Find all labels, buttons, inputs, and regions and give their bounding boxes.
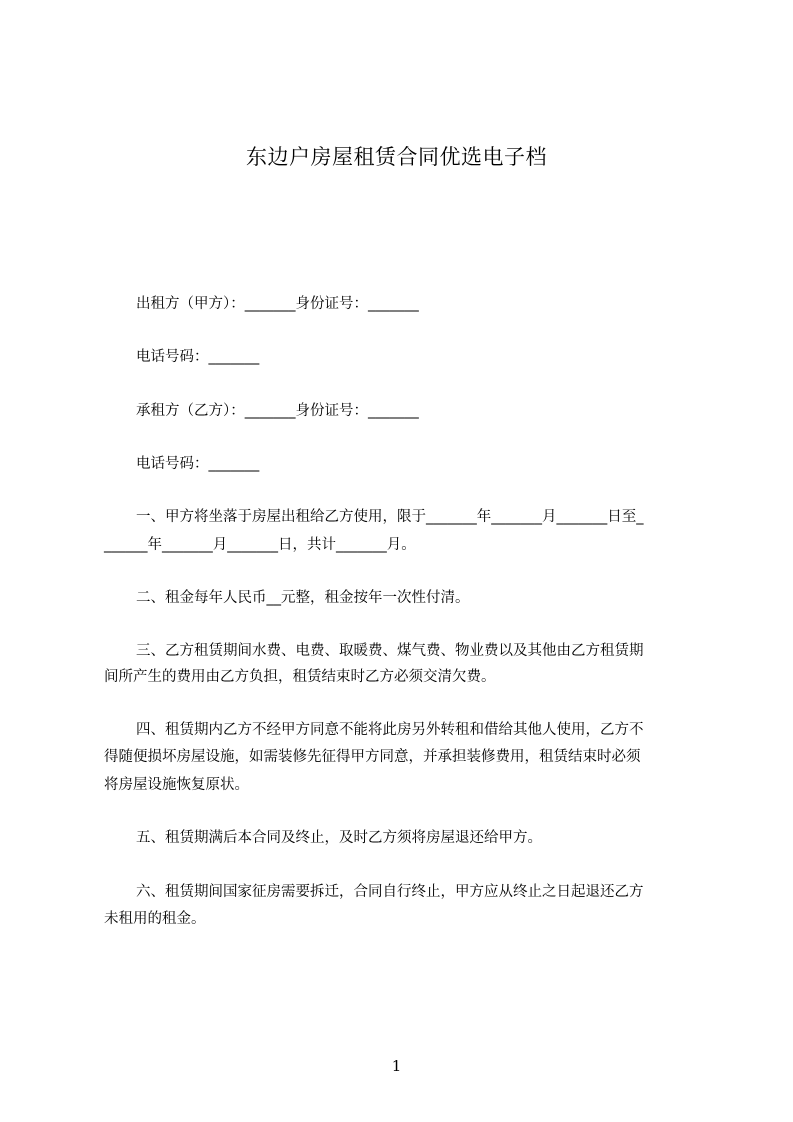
- clause-4-line-1: 四、租赁期内乙方不经甲方同意不能将此房另外转租和借给其他人使用，乙方不: [136, 722, 644, 738]
- clause-6-line-1: 六、租赁期间国家征房需要拆迁，合同自行终止，甲方应从终止之日起退还乙方: [136, 884, 644, 900]
- clause-3-line-1: 三、乙方租赁期间水费、电费、取暖费、煤气费、物业费以及其他由乙方租赁期: [136, 643, 644, 659]
- lessee-line: 承租方（乙方）：_______身份证号：_______: [136, 403, 419, 419]
- page-number: 1: [391, 1057, 402, 1075]
- clause-3-line-2: 间所产生的费用由乙方负担，租赁结束时乙方必须交清欠费。: [104, 669, 496, 685]
- lessor-line: 出租方（甲方）：_______身份证号：_______: [136, 296, 419, 312]
- clause-1-line-2: ______年_______月_______日，共计_______月。: [104, 537, 416, 553]
- clause-4-line-2: 得随便损坏房屋设施，如需装修先征得甲方同意，并承担装修费用，租赁结束时必须: [104, 749, 641, 765]
- clause-6-line-2: 未租用的租金。: [104, 911, 206, 927]
- document-title: 东边户房屋租赁合同优选电子档: [246, 145, 547, 169]
- lessor-phone-line: 电话号码：_______: [136, 349, 260, 365]
- clause-1-line-1: 一、甲方将坐落于房屋出租给乙方使用，限于_______年_______月_______日至_: [136, 509, 644, 525]
- clause-4-line-3: 将房屋设施恢复原状。: [104, 777, 249, 793]
- lessee-phone-line: 电话号码：_______: [136, 456, 260, 472]
- clause-5-line-1: 五、租赁期满后本合同及终止，及时乙方须将房屋退还给甲方。: [136, 830, 542, 846]
- clause-2-line-1: 二、租金每年人民币__元整，租金按年一次性付清。: [136, 590, 470, 606]
